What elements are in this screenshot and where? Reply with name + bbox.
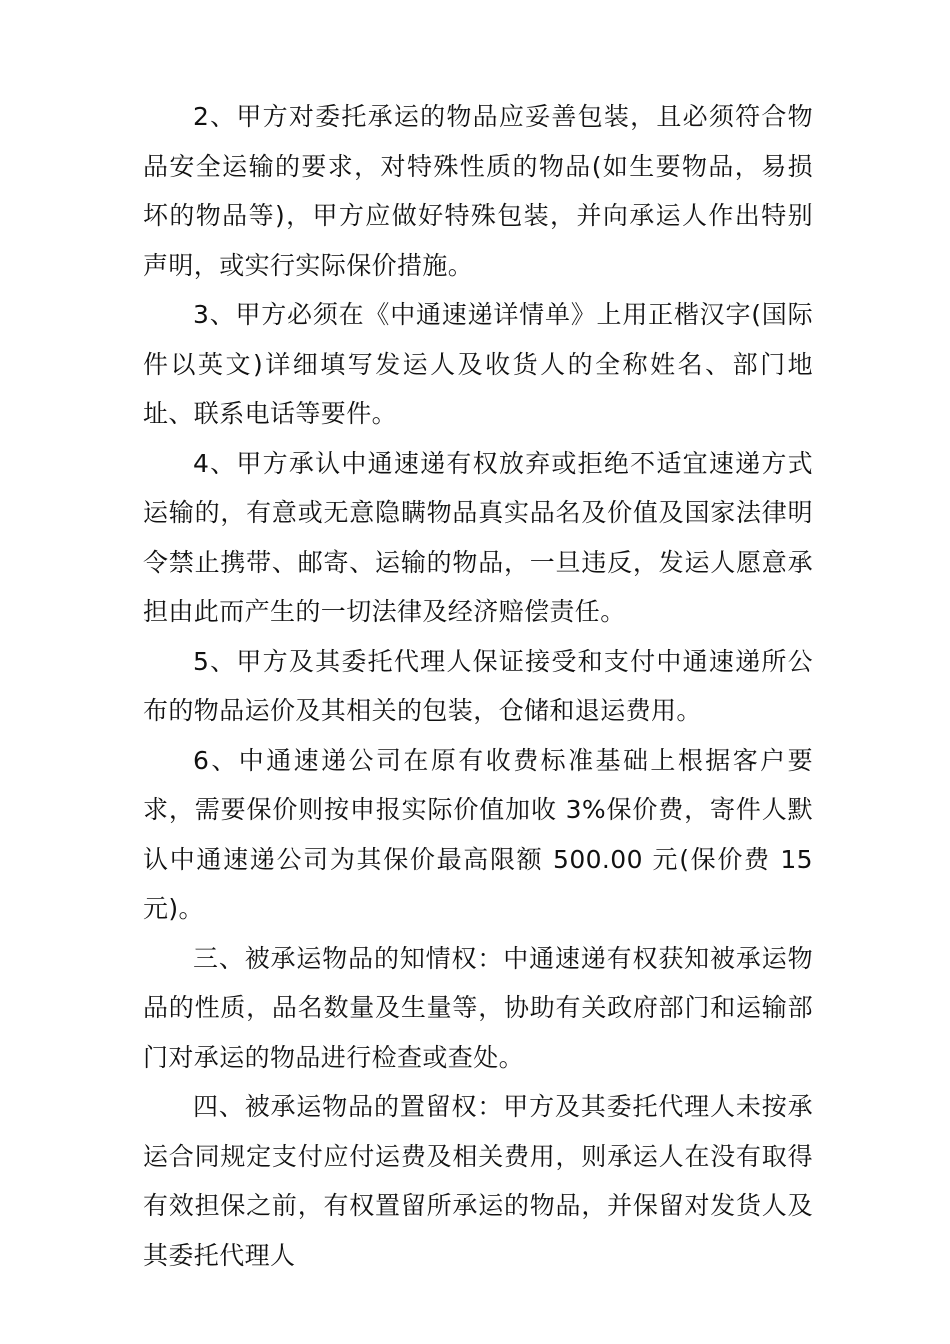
clause-5-fees: 5、甲方及其委托代理人保证接受和支付中通速递所公布的物品运价及其相关的包装，仓储和退运费用。 (143, 646, 813, 725)
clause-3-waybill-filling: 3、甲方必须在《中通速递详情单》上用正楷汉字(国际件以英文)详细填写发运人及收货人的全称姓名、部门地址、联系电话等要件。 (143, 300, 813, 428)
clause-2-packaging: 2、甲方对委托承运的物品应妥善包装，且必须符合物品安全运输的要求，对特殊性质的物品(如生要物品，易损坏的物品等)，甲方应做好特殊包装，并向承运人作出特别声明，或实行实际保价措施。 (143, 102, 813, 280)
clause-6-insurance: 6、中通速递公司在原有收费标准基础上根据客户要求，需要保价则按申报实际价值加收 3%保价费，寄件人默认中通速递公司为其保价最高限额 500.00 元(保价费 15 元)。 (143, 745, 813, 923)
section-3-right-to-know: 三、被承运物品的知情权：中通速递有权获知被承运物品的性质，品名数量及生量等，协助有关政府部门和运输部门对承运的物品进行检查或查处。 (143, 943, 813, 1072)
clause-4-prohibited-items: 4、甲方承认中通速递有权放弃或拒绝不适宜速递方式运输的，有意或无意隐瞒物品真实品名及价值及国家法律明令禁止携带、邮寄、运输的物品，一旦违反，发运人愿意承担由此而产生的一切法律及经济赔偿责任。 (143, 448, 813, 626)
section-4-right-of-lien: 四、被承运物品的置留权：甲方及其委托代理人未按承运合同规定支付应付运费及相关费用，则承运人在没有取得有效担保之前，有权置留所承运的物品，并保留对发货人及其委托代理人 (143, 1092, 813, 1270)
document-body (143, 92, 813, 1280)
